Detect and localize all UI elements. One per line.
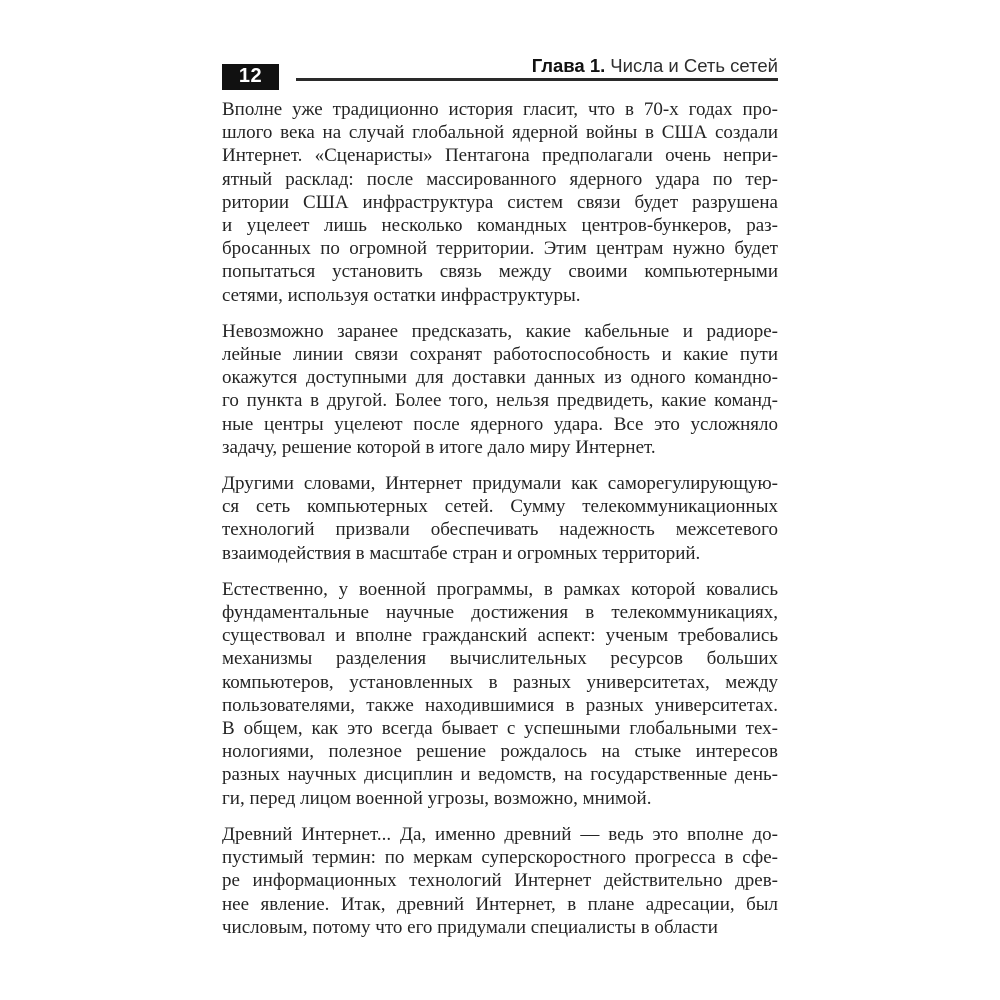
text-line: ятный расклад: после массированного ядерного удара по тер- xyxy=(222,168,778,190)
text-line: фундаментальные научные достижения в телекоммуникациях, xyxy=(222,602,778,624)
text-line: числовым, потому что его придумали специалисты в области xyxy=(222,916,718,938)
text-line: нологиями, полезное решение рождалось на стыке интересов xyxy=(222,741,778,763)
header-rule xyxy=(296,78,778,81)
text-line: Древний Интернет... Да, именно древний — ведь это вполне до- xyxy=(222,823,778,845)
text-line: бросанных по огромной территории. Этим центрам нужно будет xyxy=(222,238,778,260)
text-line: го пункта в другой. Более того, нельзя предвидеть, какие команд- xyxy=(222,390,778,412)
text-line: задачу, решение которой в итоге дало миру Интернет. xyxy=(222,436,656,458)
text-line: Вполне уже традиционно история гласит, что в 70-х годах про- xyxy=(222,99,778,120)
text-line: механизмы разделения вычислительных ресурсов больших xyxy=(222,648,778,670)
text-line: и уцелеет лишь несколько командных центров-бункеров, раз- xyxy=(222,215,778,237)
text-line: Другими словами, Интернет придумали как саморегулирующую- xyxy=(222,473,778,495)
text-line: Невозможно заранее предсказать, какие кабельные и радиоре- xyxy=(222,320,778,342)
paragraph xyxy=(222,823,778,939)
text-line: нее явление. Итак, древний Интернет, в плане адресации, был xyxy=(222,893,778,915)
chapter-label: Глава 1. xyxy=(531,55,606,76)
paragraph xyxy=(222,320,778,459)
text-line: компьютеров, установленных в разных университетах, между xyxy=(222,671,778,693)
text-line: ритории США инфраструктура систем связи будет разрушена xyxy=(222,191,778,213)
text-line: ре информационных технологий Интернет действительно древ- xyxy=(222,870,778,892)
text-line: ные центры уцелеют после ядерного удара. Все это усложняло xyxy=(222,413,778,435)
page-content xyxy=(222,55,778,939)
chapter-title: Числа и Сеть сетей xyxy=(610,55,778,76)
text-line: взаимодействия в масштабе стран и огромных территорий. xyxy=(222,542,701,564)
text-line: Интернет. «Сценаристы» Пентагона предполагали очень непри- xyxy=(222,145,778,167)
text-line: сетями, используя остатки инфраструктуры. xyxy=(222,284,581,306)
text-line: технологий призвали обеспечивать надежность межсетевого xyxy=(222,519,778,541)
paragraph xyxy=(222,98,778,307)
chapter-heading xyxy=(296,56,778,76)
text-line: Естественно, у военной программы, в рамках которой ковались xyxy=(222,578,778,600)
text-line: ся сеть компьютерных сетей. Сумму телекоммуникационных xyxy=(222,496,778,518)
text-line: пользователями, также находившимися в разных университетах. xyxy=(222,694,778,716)
body-text xyxy=(222,98,778,939)
text-line: пустимый термин: по меркам суперскоростного прогресса в сфе- xyxy=(222,847,778,869)
paragraph xyxy=(222,472,778,565)
text-line: шлого века на случай глобальной ядерной войны в США создали xyxy=(222,122,778,144)
text-line: существовал и вполне гражданский аспект: ученым требовались xyxy=(222,625,778,647)
chapter-heading-area xyxy=(296,56,778,81)
page-number-badge: 12 xyxy=(222,64,279,90)
text-line: В общем, как это всегда бывает с успешными глобальными тех- xyxy=(222,718,778,740)
text-line: ги, перед лицом военной угрозы, возможно, мнимой. xyxy=(222,787,652,809)
text-line: попытаться установить связь между своими компьютерными xyxy=(222,261,778,283)
page-header xyxy=(222,55,778,90)
paragraph xyxy=(222,578,778,810)
text-line: разных научных дисциплин и ведомств, на государственные день- xyxy=(222,764,778,786)
text-line: окажутся доступными для доставки данных из одного командно- xyxy=(222,367,778,389)
text-line: лейные линии связи сохранят работоспособность и какие пути xyxy=(222,344,778,366)
